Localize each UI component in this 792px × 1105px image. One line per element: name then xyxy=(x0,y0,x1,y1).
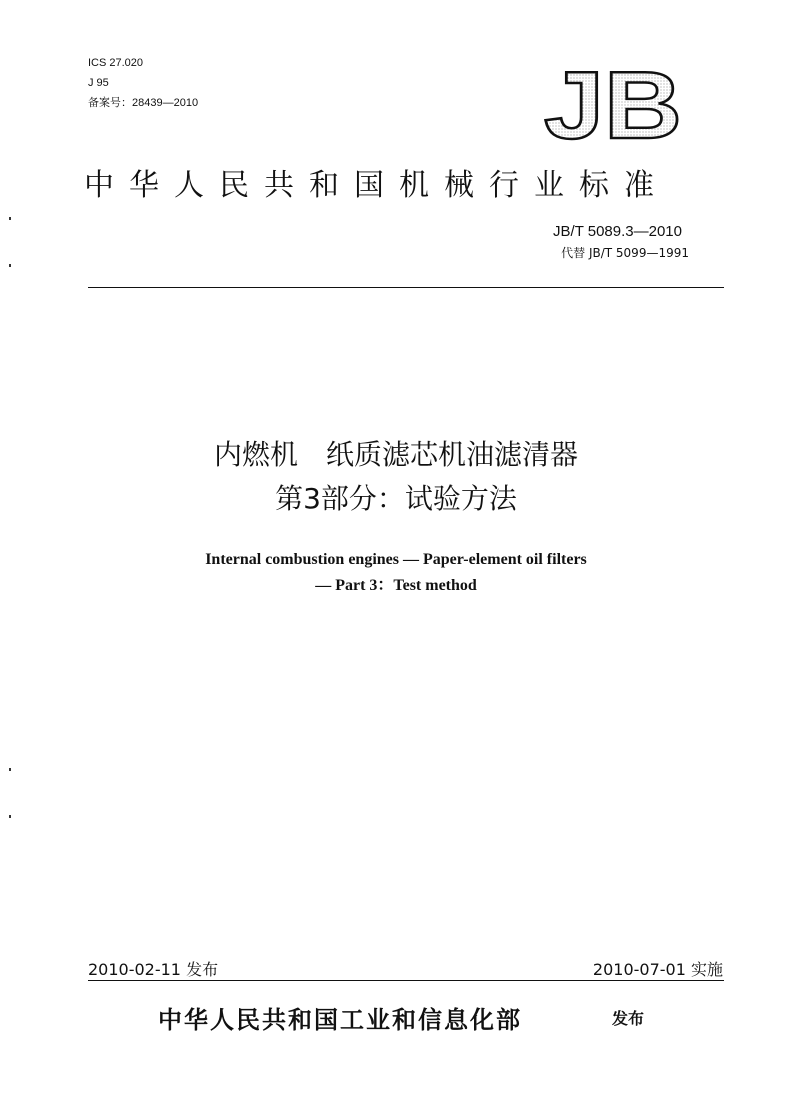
classification-code: J 95 xyxy=(88,77,109,89)
footer-divider xyxy=(88,980,724,981)
issuing-ministry-suffix: 发布 xyxy=(612,1009,645,1028)
replaces-standard: 代替 JB/T 5099—1991 xyxy=(561,246,689,260)
publish-date: 2010-02-11 发布 xyxy=(88,960,219,979)
header-divider xyxy=(88,287,724,288)
effective-date: 2010-07-01 实施 xyxy=(592,960,723,979)
scan-speck xyxy=(9,264,11,267)
english-title-line-2: — Part 3：Test method xyxy=(315,577,477,594)
scan-speck xyxy=(9,217,11,220)
record-number: 备案号：28439—2010 xyxy=(88,97,199,109)
jb-logo-text: JB xyxy=(544,62,682,142)
chinese-title-line-2: 第3部分：试验方法 xyxy=(275,482,517,515)
english-title-line-1: Internal combustion engines — Paper-element oil filters xyxy=(205,551,587,568)
scan-speck xyxy=(9,815,11,818)
standard-number: JB/T 5089.3—2010 xyxy=(553,223,682,240)
ics-code: ICS 27.020 xyxy=(88,57,144,69)
scan-speck xyxy=(9,768,11,771)
standard-category-title: 中华人民共和国机械行业标准 xyxy=(84,168,669,203)
jb-logo xyxy=(540,62,688,142)
chinese-title-line-1: 内燃机 纸质滤芯机油滤清器 xyxy=(213,438,578,471)
issuing-ministry: 中华人民共和国工业和信息化部 xyxy=(158,1006,522,1034)
